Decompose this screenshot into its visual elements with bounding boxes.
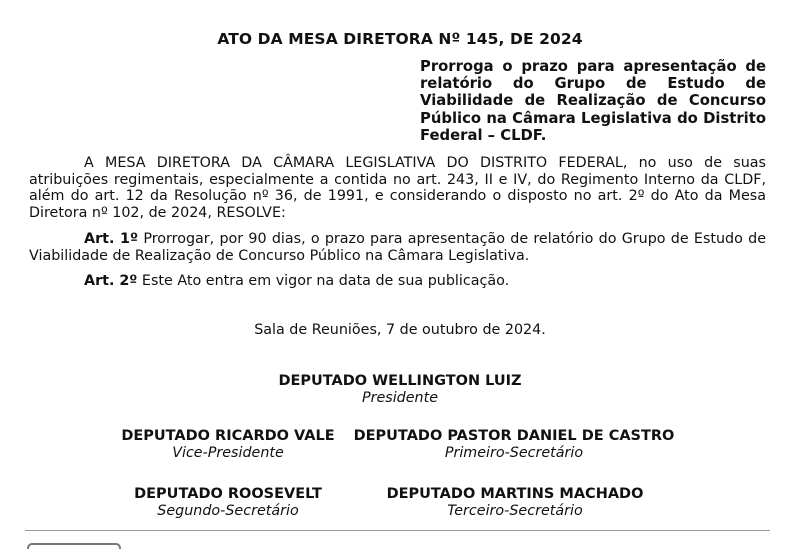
signature-president: [200, 372, 600, 407]
signature-vice-president: [98, 427, 358, 462]
president-name: DEPUTADO WELLINGTON LUIZ: [278, 373, 522, 389]
article-1-text: Prorrogar, por 90 dias, o prazo para apresentação de relatório do Grupo de Estudo de Viabilidade de Realização de Concurso Público na Câmara Legislativa.: [29, 231, 766, 264]
third-secretary-role: Terceiro-Secretário: [447, 503, 583, 519]
article-1-label: Art. 1º: [84, 231, 139, 247]
vice-president-role: Vice-Presidente: [172, 445, 284, 461]
article-1: [29, 231, 766, 264]
article-2-label: Art. 2º: [84, 273, 138, 289]
third-secretary-name: DEPUTADO MARTINS MACHADO: [386, 486, 644, 502]
signature-second-secretary: [98, 485, 358, 520]
act-title: ATO DA MESA DIRETORA Nº 145, DE 2024: [217, 30, 583, 48]
act-summary: Prorroga o prazo para apresentação de relatório do Grupo de Estudo de Viabilidade de Realização de Concurso Público na Câmara Legislativa do Distrito Federal – CLDF.: [420, 58, 766, 144]
article-2-text: Este Ato entra em vigor na data de sua publicação.: [137, 273, 510, 289]
signature-third-secretary: [350, 485, 680, 520]
second-secretary-role: Segundo-Secretário: [157, 503, 299, 519]
preamble-paragraph: A MESA DIRETORA DA CÂMARA LEGISLATIVA DO DISTRITO FEDERAL, no uso de suas atribuições regimentais, especialmente a contida no art. 243, II e IV, do Regimento Interno da CLDF, além do art. 12 da Resolução nº 36, de 1991, e considerando o disposto no art. 2º do Ato da Mesa Diretora nº 102, de 2024, RESOLVE:: [29, 155, 766, 221]
page-divider: [25, 530, 770, 531]
signature-first-secretary: [345, 427, 683, 462]
article-2: [29, 273, 766, 290]
first-secretary-role: Primeiro-Secretário: [444, 445, 584, 461]
vice-president-name: DEPUTADO RICARDO VALE: [121, 428, 335, 444]
first-secretary-name: DEPUTADO PASTOR DANIEL DE CASTRO: [353, 428, 675, 444]
place-and-date: Sala de Reuniões, 7 de outubro de 2024.: [254, 322, 546, 338]
cropped-frame-edge: [27, 543, 121, 549]
president-role: Presidente: [361, 390, 439, 406]
second-secretary-name: DEPUTADO ROOSEVELT: [134, 486, 322, 502]
